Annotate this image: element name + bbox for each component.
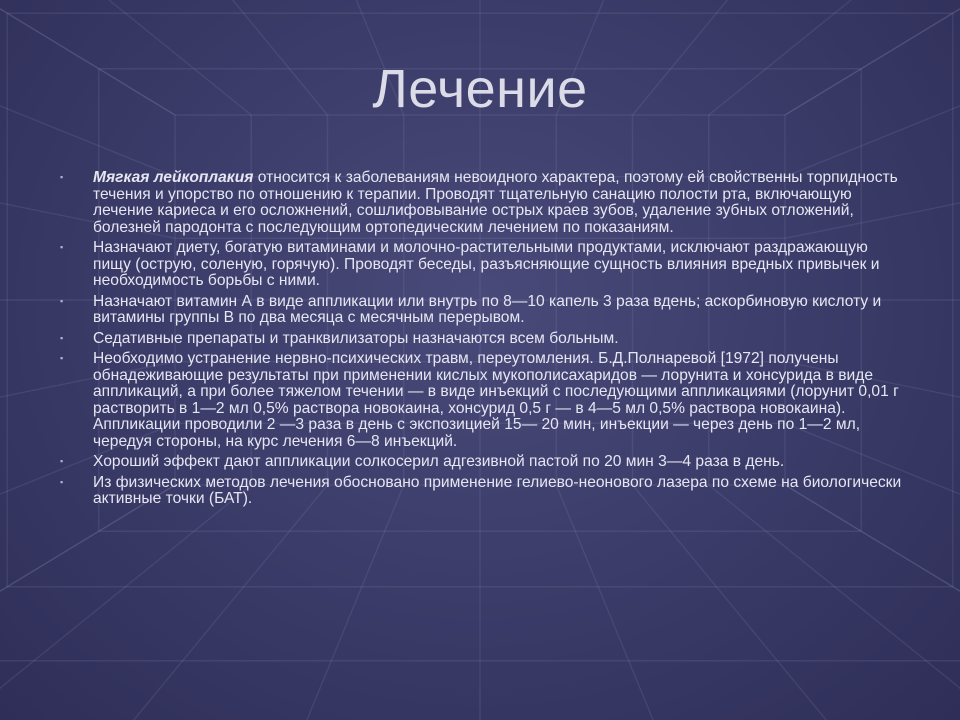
square-bullet-icon: ▪	[60, 476, 64, 487]
bullet-text: Необходимо устранение нервно-психических травм, переутомления. Б.Д.Полнаревой [1972] получены обнадеживающие результаты при применении кислых мукополисахаридов — лорунита и хонсурида в виде аппликаций, а при более тяжелом течении — в виде инъекций с последующими аппликациями (лорунит 0,01 г растворить в 1—2 мл 0,5% раствора новокаина, хонсурид 0,5 г — в 4—5 мл 0,5% раствора новокаина). Аппликации проводили 2 —3 раза в день с экспозицией 15— 20 мин, инъекции — через день по 1—2 мл, чередуя стороны, на курс лечения 6—8 инъекций.	[93, 350, 899, 450]
bullet-text: Назначают диету, богатую витаминами и молочно-растительными продуктами, исключают раздражающую пищу (острую, соленую, горячую). Проводят беседы, разъясняющие сущность влияния вредных привычек и необходимость борьбы с ними.	[93, 239, 880, 289]
square-bullet-icon: ▪	[60, 295, 64, 306]
bullet-text: Назначают витамин А в виде аппликации или внутрь по 8—10 капель 3 раза вдень; аскорбиновую кислоту и витамины группы В по два месяца с месячным перерывом.	[93, 292, 882, 326]
bullet-text: относится к заболеваниям невоидного характера, поэтому ей свойственны торпидность течения и упорство по отношению к терапии. Проводят тщательную санацию полости рта, включающую лечение кариеса и его осложнений, сошлифовывание острых краев зубов, удаление зубных отложений, болезней пародонта с последующим ортопедическим лечением по показаниям.	[93, 169, 898, 236]
square-bullet-icon: ▪	[60, 242, 64, 252]
bullet-text: Седативные препараты и транквилизаторы назначаются всем больным.	[93, 329, 619, 347]
square-bullet-icon: ▪	[60, 353, 64, 363]
slide-title: Лечение	[372, 59, 588, 119]
square-bullet-icon: ▪	[60, 172, 64, 182]
bullet-item	[60, 170, 905, 236]
bullet-text: Из физических методов лечения обосновано применение гелиево-неонового лазера по схеме на биологически активные точки (БАТ).	[93, 473, 902, 507]
bullet-item	[60, 331, 905, 348]
bullet-emphasis: Мягкая лейкоплакия	[93, 169, 254, 186]
bullet-item	[60, 475, 905, 508]
square-bullet-icon: ▪	[60, 332, 64, 343]
bullet-item	[60, 351, 905, 450]
bullet-item	[60, 240, 905, 290]
bullet-text: Хороший эффект дают аппликации солкосерил адгезивной пастой по 20 мин 3—4 раза в день.	[93, 453, 785, 470]
bullet-item	[60, 454, 905, 471]
bullet-list	[60, 170, 905, 512]
bullet-item	[60, 294, 905, 327]
square-bullet-icon: ▪	[60, 456, 64, 466]
